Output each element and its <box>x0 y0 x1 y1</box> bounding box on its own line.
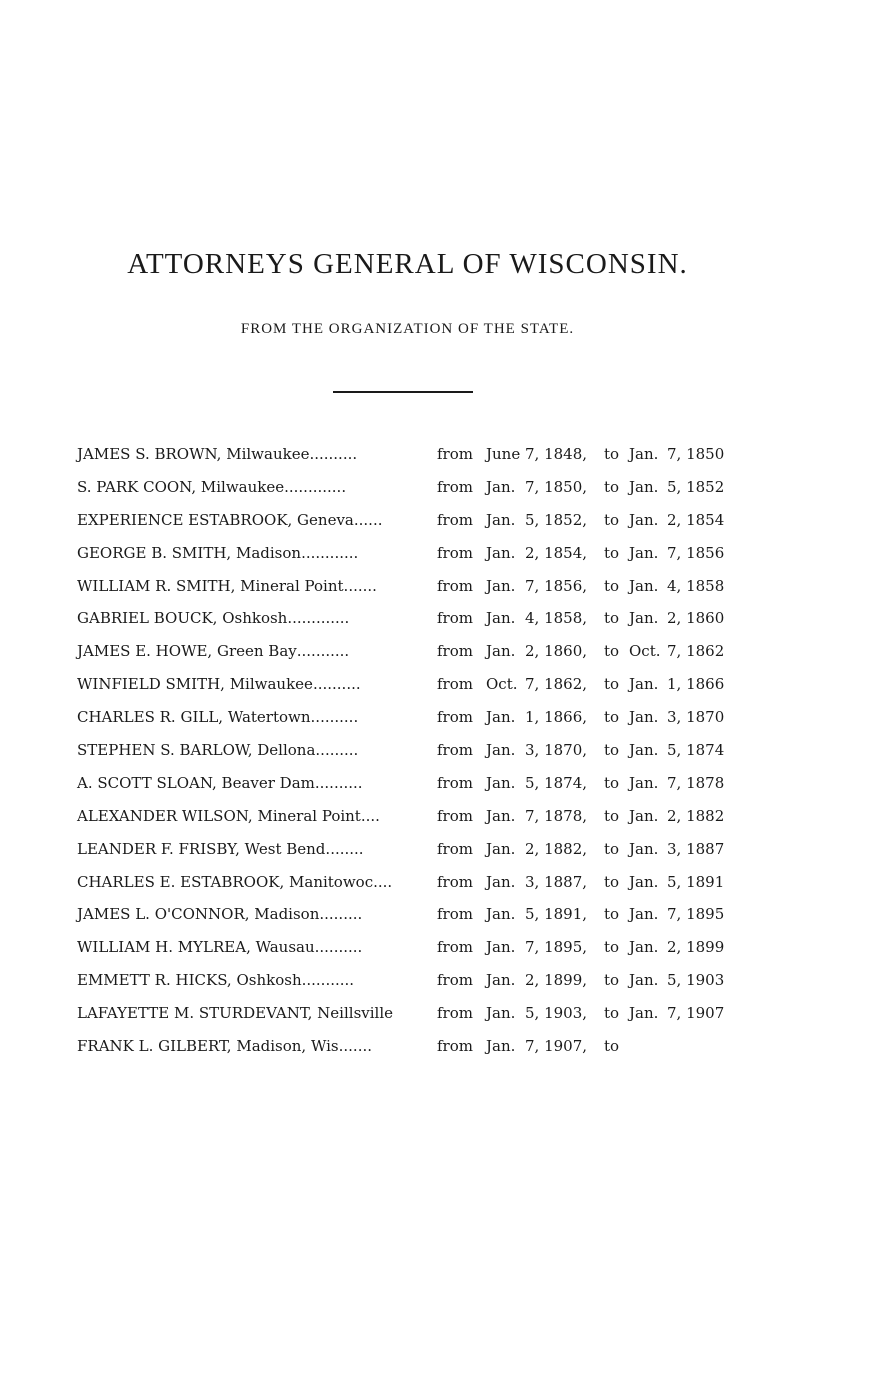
list-item <box>77 966 757 999</box>
attorney-name: EMMETT R. HICKS, Oshkosh <box>77 971 302 990</box>
list-item <box>77 506 757 539</box>
divider-rule <box>333 391 473 393</box>
attorney-name: S. PARK COON, Milwaukee <box>77 477 285 496</box>
start-month: Jan. <box>486 1004 516 1023</box>
leader-dots: ........... <box>301 971 355 990</box>
end-month: Jan. <box>629 839 659 858</box>
to-label: to <box>604 445 620 463</box>
start-date: 7, 1895, <box>525 938 588 957</box>
list-item <box>77 703 757 736</box>
leader-dots: ....... <box>343 576 377 595</box>
from-label: from <box>437 971 473 990</box>
list-item <box>77 769 757 802</box>
end-date: 7, 1856 <box>667 543 725 562</box>
start-month: Jan. <box>486 806 516 825</box>
leader-dots: .......... <box>312 675 361 694</box>
start-month: Jan. <box>486 543 516 562</box>
to-label: to <box>604 773 620 792</box>
end-date: 7, 1850 <box>667 445 725 463</box>
attorney-name: FRANK L. GILBERT, Madison, Wis <box>77 1037 339 1056</box>
start-month: Jan. <box>486 741 516 760</box>
to-label: to <box>604 510 620 529</box>
to-label: to <box>604 905 620 924</box>
end-date: 2, 1860 <box>667 609 725 628</box>
attorney-name: LAFAYETTE M. STURDEVANT, Neillsville <box>77 1004 394 1023</box>
start-date: 3, 1870, <box>525 741 588 760</box>
to-label: to <box>604 1037 620 1056</box>
end-date: 2, 1899 <box>667 938 725 957</box>
attorney-name: STEPHEN S. BARLOW, Dellona <box>77 741 316 760</box>
list-item <box>77 933 757 966</box>
end-month: Jan. <box>629 477 659 496</box>
from-label: from <box>437 905 473 924</box>
start-date: 7, 1862, <box>525 675 588 694</box>
end-month: Jan. <box>629 609 659 628</box>
from-label: from <box>437 510 473 529</box>
leader-dots: .......... <box>309 445 358 463</box>
page-title: ATTORNEYS GENERAL OF WISCONSIN. <box>127 248 688 280</box>
end-month: Jan. <box>629 708 659 727</box>
start-date: 5, 1891, <box>525 905 588 924</box>
end-month: Jan. <box>629 445 659 463</box>
list-item <box>77 835 757 868</box>
leader-dots: .......... <box>310 708 359 727</box>
start-month: Jan. <box>486 773 516 792</box>
attorney-name: JAMES L. O'CONNOR, Madison <box>77 905 320 924</box>
start-month: Jan. <box>486 839 516 858</box>
end-date: 5, 1852 <box>667 477 725 496</box>
attorney-name: LEANDER F. FRISBY, West Bend <box>77 839 326 858</box>
leader-dots: .... <box>373 872 393 891</box>
start-date: 2, 1899, <box>525 971 588 990</box>
end-month: Jan. <box>629 938 659 957</box>
list-item <box>77 670 757 703</box>
leader-dots: .... <box>360 806 380 825</box>
end-month: Oct. <box>629 642 661 661</box>
start-date: 5, 1874, <box>525 773 588 792</box>
leader-dots: ...... <box>353 510 383 529</box>
attorney-name: JAMES S. BROWN, Milwaukee <box>77 445 310 463</box>
from-label: from <box>437 708 473 727</box>
end-month: Jan. <box>629 905 659 924</box>
attorney-name: JAMES E. HOWE, Green Bay <box>77 642 297 661</box>
list-item <box>77 539 757 572</box>
attorney-name: A. SCOTT SLOAN, Beaver Dam <box>77 773 315 792</box>
end-month: Jan. <box>629 806 659 825</box>
leader-dots: .......... <box>314 938 363 957</box>
start-date: 7, 1848, <box>525 445 588 463</box>
start-month: Jan. <box>486 708 516 727</box>
start-date: 7, 1856, <box>525 576 588 595</box>
from-label: from <box>437 741 473 760</box>
attorney-name: GABRIEL BOUCK, Oshkosh <box>77 609 288 628</box>
start-month: Jan. <box>486 642 516 661</box>
to-label: to <box>604 477 620 496</box>
list-item <box>77 440 757 473</box>
start-month: Jan. <box>486 1037 516 1056</box>
end-date: 3, 1870 <box>667 708 725 727</box>
to-label: to <box>604 839 620 858</box>
attorney-name: WILLIAM H. MYLREA, Wausau <box>77 938 315 957</box>
start-date: 7, 1878, <box>525 806 588 825</box>
end-date: 4, 1858 <box>667 576 725 595</box>
from-label: from <box>437 1004 473 1023</box>
from-label: from <box>437 543 473 562</box>
start-date: 2, 1854, <box>525 543 588 562</box>
end-month: Jan. <box>629 543 659 562</box>
end-date: 5, 1891 <box>667 872 725 891</box>
leader-dots: ........ <box>325 839 364 858</box>
end-date: 7, 1878 <box>667 773 725 792</box>
start-month: Jan. <box>486 971 516 990</box>
start-month: Oct. <box>486 675 518 694</box>
to-label: to <box>604 708 620 727</box>
from-label: from <box>437 642 473 661</box>
start-date: 5, 1852, <box>525 510 588 529</box>
from-label: from <box>437 872 473 891</box>
end-date: 7, 1895 <box>667 905 725 924</box>
end-month: Jan. <box>629 872 659 891</box>
end-date: 5, 1903 <box>667 971 725 990</box>
end-month: Jan. <box>629 773 659 792</box>
start-month: Jan. <box>486 872 516 891</box>
list-item <box>77 999 757 1032</box>
to-label: to <box>604 609 620 628</box>
list-item <box>77 802 757 835</box>
attorney-name: WILLIAM R. SMITH, Mineral Point <box>77 576 344 595</box>
to-label: to <box>604 741 620 760</box>
page-subtitle: FROM THE ORGANIZATION OF THE STATE. <box>240 321 575 337</box>
end-month: Jan. <box>629 1004 659 1023</box>
start-month: Jan. <box>486 510 516 529</box>
leader-dots: ......... <box>319 905 363 924</box>
leader-dots: ............. <box>284 477 347 496</box>
from-label: from <box>437 938 473 957</box>
to-label: to <box>604 872 620 891</box>
end-month: Jan. <box>629 741 659 760</box>
list-item <box>77 868 757 901</box>
to-label: to <box>604 1004 620 1023</box>
end-date: 2, 1882 <box>667 806 725 825</box>
attorney-name: GEORGE B. SMITH, Madison <box>77 543 302 562</box>
from-label: from <box>437 1037 473 1056</box>
to-label: to <box>604 543 620 562</box>
start-date: 5, 1903, <box>525 1004 588 1023</box>
attorney-name: CHARLES E. ESTABROOK, Manitowoc <box>77 872 374 891</box>
start-month: Jan. <box>486 609 516 628</box>
end-date: 1, 1866 <box>667 675 725 694</box>
end-date: 2, 1854 <box>667 510 725 529</box>
start-month: Jan. <box>486 905 516 924</box>
from-label: from <box>437 576 473 595</box>
start-date: 3, 1887, <box>525 872 588 891</box>
end-month: Jan. <box>629 675 659 694</box>
start-month: Jan. <box>486 477 516 496</box>
to-label: to <box>604 576 620 595</box>
attorney-name: ALEXANDER WILSON, Mineral Point <box>77 806 361 825</box>
start-month: June <box>486 445 521 463</box>
leader-dots: ......... <box>315 741 359 760</box>
list-item <box>77 637 757 670</box>
leader-dots: ............ <box>301 543 359 562</box>
to-label: to <box>604 938 620 957</box>
leader-dots: .......... <box>314 773 363 792</box>
start-date: 7, 1850, <box>525 477 588 496</box>
from-label: from <box>437 806 473 825</box>
leader-dots: ............. <box>287 609 350 628</box>
end-date: 5, 1874 <box>667 741 725 760</box>
list-item <box>77 736 757 769</box>
start-date: 7, 1907, <box>525 1037 588 1056</box>
start-month: Jan. <box>486 576 516 595</box>
from-label: from <box>437 477 473 496</box>
leader-dots: ....... <box>338 1037 373 1056</box>
start-date: 4, 1858, <box>525 609 588 628</box>
to-label: to <box>604 971 620 990</box>
end-date: 7, 1862 <box>667 642 725 661</box>
from-label: from <box>437 445 473 463</box>
list-item <box>77 604 757 637</box>
start-month: Jan. <box>486 938 516 957</box>
end-month: Jan. <box>629 510 659 529</box>
list-item <box>77 473 757 506</box>
end-month: Jan. <box>629 971 659 990</box>
start-date: 2, 1860, <box>525 642 588 661</box>
to-label: to <box>604 675 620 694</box>
list-item <box>77 1032 757 1065</box>
from-label: from <box>437 609 473 628</box>
to-label: to <box>604 642 620 661</box>
attorneys-list <box>77 440 757 1065</box>
attorney-name: EXPERIENCE ESTABROOK, Geneva <box>77 510 354 529</box>
to-label: to <box>604 806 620 825</box>
list-item <box>77 900 757 933</box>
leader-dots: ........... <box>296 642 350 661</box>
list-item <box>77 572 757 605</box>
from-label: from <box>437 675 473 694</box>
start-date: 1, 1866, <box>525 708 588 727</box>
end-date: 7, 1907 <box>667 1004 725 1023</box>
attorney-name: WINFIELD SMITH, Milwaukee <box>77 675 313 694</box>
from-label: from <box>437 773 473 792</box>
start-date: 2, 1882, <box>525 839 588 858</box>
end-month: Jan. <box>629 576 659 595</box>
from-label: from <box>437 839 473 858</box>
attorney-name: CHARLES R. GILL, Watertown <box>77 708 311 727</box>
end-date: 3, 1887 <box>667 839 725 858</box>
